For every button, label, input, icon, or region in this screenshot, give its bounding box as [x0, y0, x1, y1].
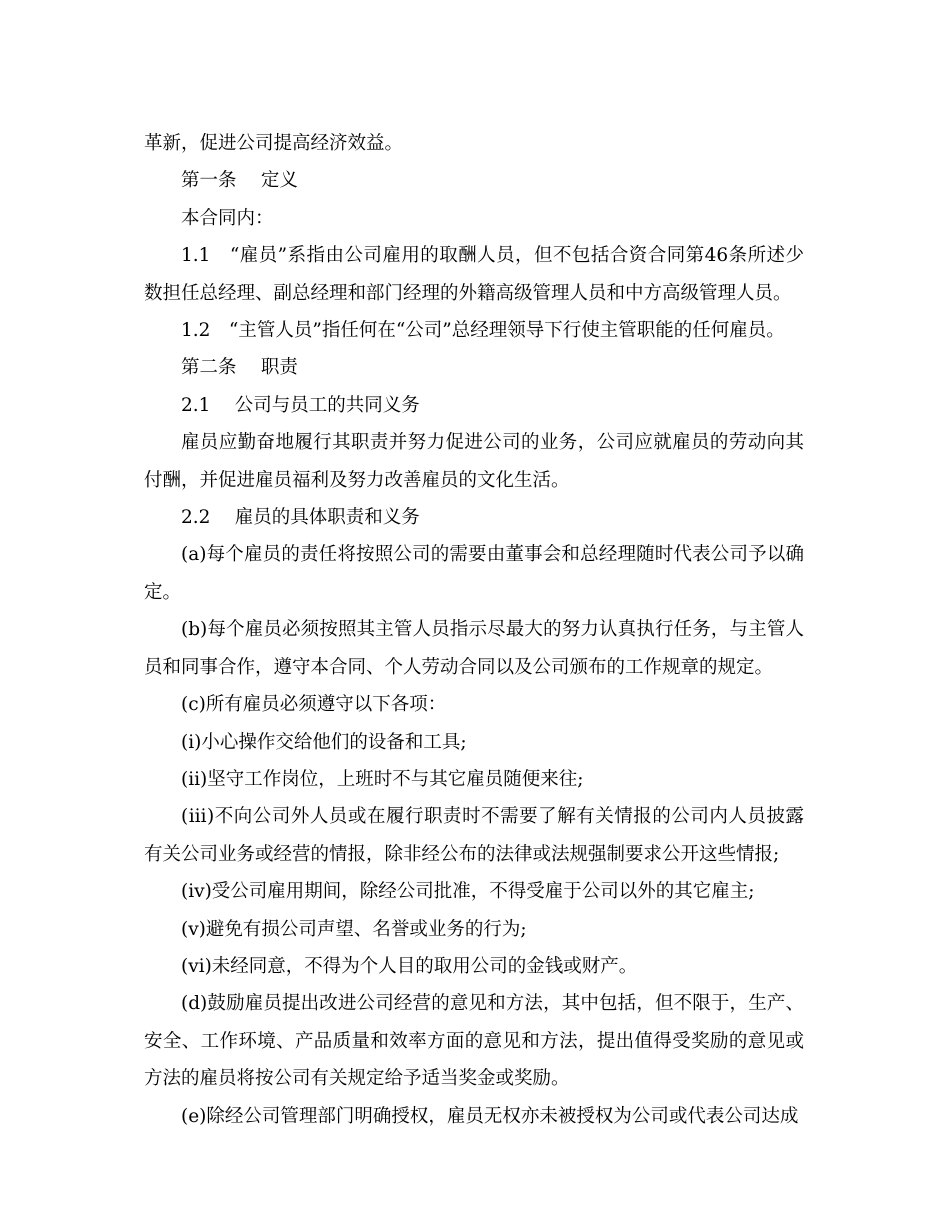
- sub-item-v: (ⅴ)避免有损公司声望、名誉或业务的行为;: [181, 918, 527, 940]
- sub-item-iii: (ⅲ)不向公司外人员或在履行职责时不需要了解有关情报的公司内人员披露有关公司业务或经营的情报，除非经公布的法律或法规强制要求公开这些情报;: [144, 806, 804, 865]
- sub-item-ii: (ⅱ)坚守工作岗位，上班时不与其它雇员随便来往;: [181, 768, 584, 790]
- clause-1-2: 1.2 “主管人员”指任何在“公司”总经理领导下行使主管职能的任何雇员。: [181, 320, 785, 342]
- item-b: (b)每个雇员必须按照其主管人员指示尽最大的努力认真执行任务，与主管人员和同事合作，遵守本合同、个人劳动合同以及公司颁布的工作规章的规定。: [144, 619, 804, 678]
- clause-1-1: 1.1 “雇员”系指由公司雇用的取酬人员，但不包括合资合同第46条所述少数担任总经理、副总经理和部门经理的外籍高级管理人员和中方高级管理人员。: [144, 245, 804, 304]
- item-a: (a)每个雇员的责任将按照公司的需要由董事会和总经理随时代表公司予以确定。: [144, 544, 804, 603]
- item-d: (d)鼓励雇员提出改进公司经营的意见和方法，其中包括，但不限于，生产、安全、工作环境、产品质量和效率方面的意见和方法，提出值得受奖励的意见或方法的雇员将按公司有关规定给予适当奖金或奖励。: [144, 993, 804, 1090]
- item-c: (c)所有雇员必须遵守以下各项：: [181, 694, 447, 716]
- article-2-heading: 第二条 职责: [181, 357, 298, 379]
- clause-2-1-heading: 2.1 公司与员工的共同义务: [181, 394, 420, 416]
- clause-2-2-heading: 2.2 雇员的具体职责和义务: [181, 507, 420, 529]
- paragraph: 雇员应勤奋地履行其职责并努力促进公司的业务，公司应就雇员的劳动向其付酬，并促进雇员福利及努力改善雇员的文化生活。: [144, 432, 804, 491]
- article-1-heading: 第一条 定义: [181, 170, 298, 192]
- paragraph: 本合同内：: [181, 207, 274, 229]
- sub-item-i: (ⅰ)小心操作交给他们的设备和工具;: [181, 731, 467, 753]
- paragraph-continuation: 革新，促进公司提高经济效益。: [144, 133, 404, 154]
- document-body: [144, 125, 804, 1135]
- sub-item-vi: (ⅵ)未经同意，不得为个人目的取用公司的金钱或财产。: [181, 955, 638, 977]
- item-e: (e)除经公司管理部门明确授权，雇员无权亦未被授权为公司或代表公司达成: [181, 1105, 799, 1127]
- sub-item-iv: (ⅳ)受公司雇用期间，除经公司批准，不得受雇于公司以外的其它雇主;: [181, 881, 755, 903]
